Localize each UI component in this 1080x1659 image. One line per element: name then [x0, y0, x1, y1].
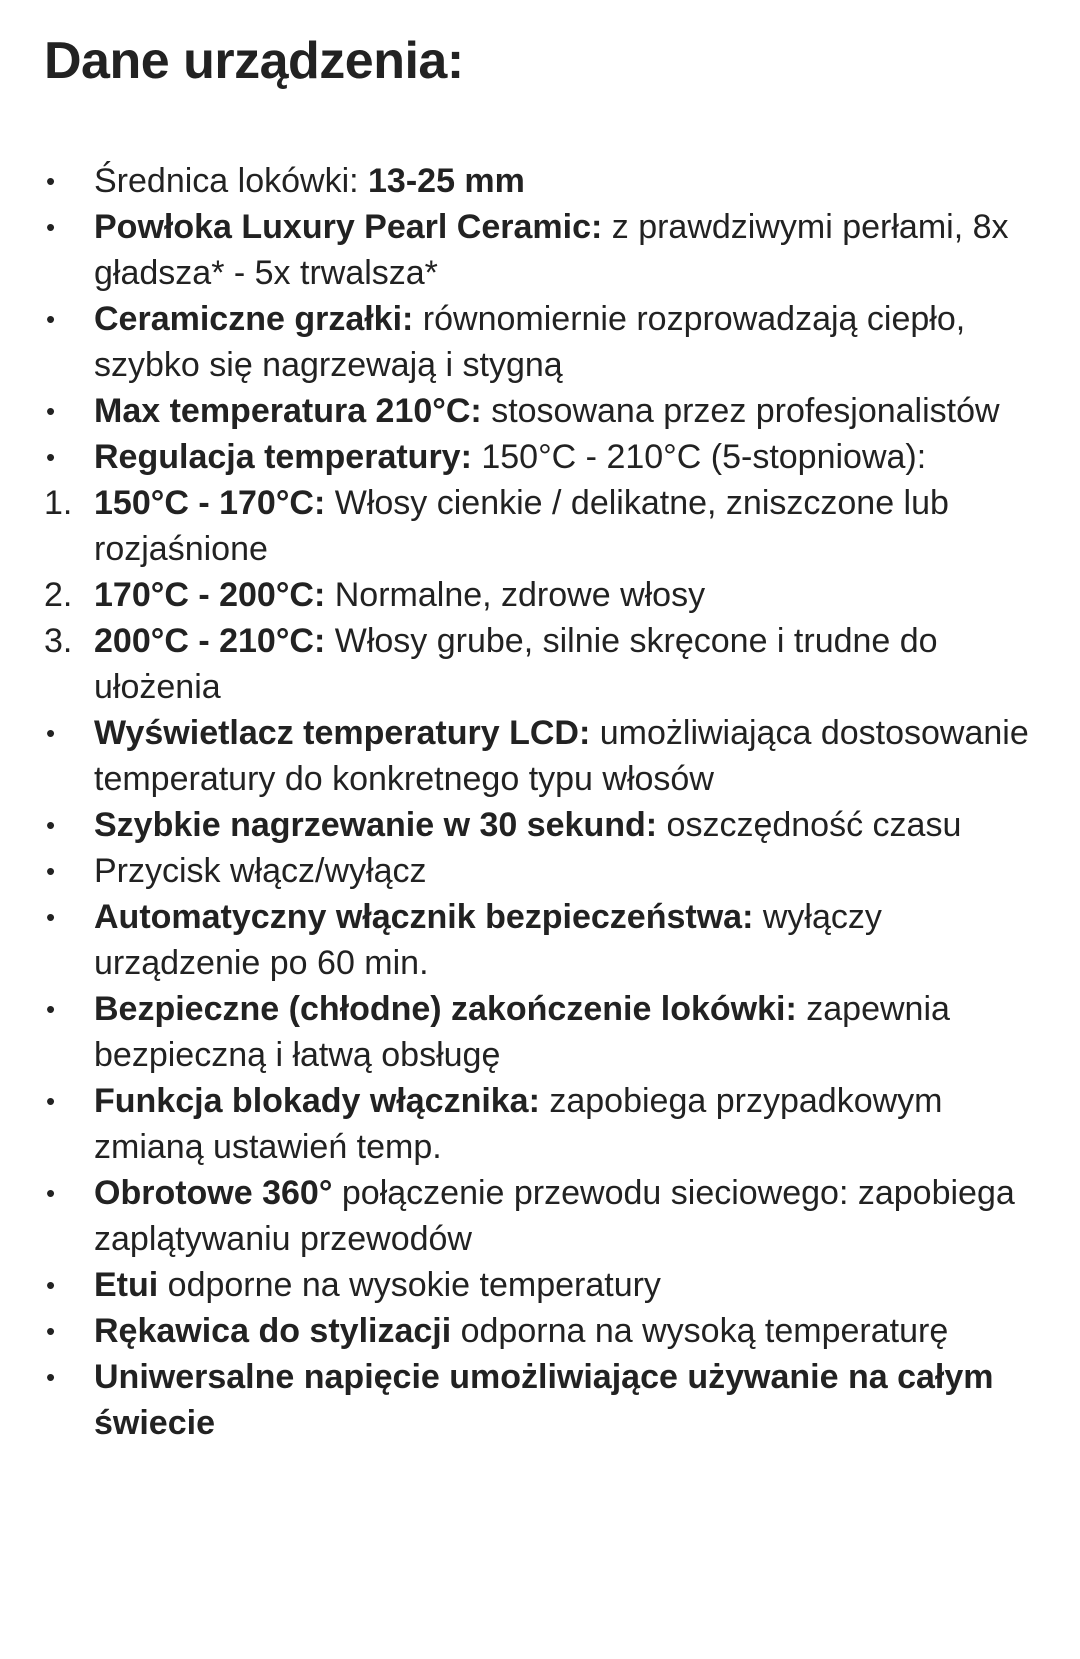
- list-item: [44, 1170, 1056, 1262]
- list-marker: •: [46, 718, 56, 748]
- page-title: Dane urządzenia:: [44, 32, 464, 90]
- list-item: [44, 1078, 1056, 1170]
- list-marker: 2.: [44, 576, 73, 614]
- item-text: zapobiega przypadkowym zmianą ustawień temp.: [94, 1082, 943, 1166]
- list-marker: •: [46, 1086, 56, 1116]
- item-text: połączenie przewodu sieciowego: zapobiega zaplątywaniu przewodów: [94, 1174, 1015, 1258]
- list-item: [44, 434, 1056, 480]
- list-marker: •: [46, 856, 56, 886]
- list-item: [44, 710, 1056, 802]
- list-marker: •: [46, 994, 56, 1024]
- item-text: umożliwiająca dostosowanie temperatury do konkretnego typu włosów: [94, 714, 1029, 798]
- list-item: [44, 618, 1056, 710]
- list-marker: •: [46, 1270, 56, 1300]
- item-bold: Max temperatura 210°C:: [94, 392, 482, 430]
- list-item: [44, 388, 1056, 434]
- list-item: [44, 986, 1056, 1078]
- item-text: Średnica lokówki:: [94, 162, 369, 200]
- item-bold: 150°C - 170°C:: [94, 484, 326, 522]
- list-item: [44, 296, 1056, 388]
- list-item: [44, 1354, 1056, 1446]
- item-text: z prawdziwymi perłami, 8x gładsza* - 5x trwalsza*: [94, 208, 1009, 292]
- item-bold: Powłoka Luxury Pearl Ceramic:: [94, 208, 603, 246]
- list-marker: •: [46, 304, 56, 334]
- item-bold: Uniwersalne napięcie umożliwiające używanie na całym świecie: [94, 1358, 994, 1442]
- item-text: Normalne, zdrowe włosy: [325, 576, 706, 614]
- item-bold: Regulacja temperatury:: [94, 438, 472, 476]
- list-item: [44, 204, 1056, 296]
- list-item: [44, 802, 1056, 848]
- list-marker: •: [46, 902, 56, 932]
- item-text: Włosy cienkie / delikatne, zniszczone lub rozjaśnione: [94, 484, 949, 568]
- list-marker: •: [46, 1178, 56, 1208]
- item-bold: 200°C - 210°C:: [94, 622, 326, 660]
- list-marker: •: [46, 212, 56, 242]
- item-text: odporna na wysoką temperaturę: [451, 1312, 949, 1350]
- list-marker: 3.: [44, 622, 73, 660]
- list-marker: •: [46, 166, 56, 196]
- item-bold: Automatyczny włącznik bezpieczeństwa:: [94, 898, 754, 936]
- item-bold: Szybkie nagrzewanie w 30 sekund:: [94, 806, 658, 844]
- list-item: [44, 1308, 1056, 1354]
- item-bold: Wyświetlacz temperatury LCD:: [94, 714, 591, 752]
- item-bold: Funkcja blokady włącznika:: [94, 1082, 540, 1120]
- list-marker: •: [46, 1316, 56, 1346]
- item-text: równomiernie rozprowadzają ciepło, szybko się nagrzewają i stygną: [94, 300, 966, 384]
- item-bold: Etui: [94, 1266, 159, 1304]
- item-bold: Bezpieczne (chłodne) zakończenie lokówki:: [94, 990, 797, 1028]
- item-bold: Rękawica do stylizacji: [94, 1312, 452, 1350]
- item-text: wyłączy urządzenie po 60 min.: [94, 898, 882, 982]
- item-text: stosowana przez profesjonalistów: [481, 392, 1000, 430]
- list-marker: •: [46, 396, 56, 426]
- list-item: [44, 158, 1056, 204]
- list-marker: •: [46, 1362, 56, 1392]
- item-text: odporne na wysokie temperatury: [158, 1266, 661, 1304]
- list-item: [44, 848, 1056, 894]
- item-text: Przycisk włącz/wyłącz: [94, 852, 427, 890]
- item-bold: Ceramiczne grzałki:: [94, 300, 414, 338]
- list-item: [44, 894, 1056, 986]
- item-text: Włosy grube, silnie skręcone i trudne do ułożenia: [94, 622, 938, 706]
- list-marker: •: [46, 442, 56, 472]
- item-bold: 170°C - 200°C:: [94, 576, 326, 614]
- spec-list: [44, 158, 1056, 1446]
- list-item: [44, 480, 1056, 572]
- item-bold: Obrotowe 360°: [94, 1174, 333, 1212]
- list-marker: •: [46, 810, 56, 840]
- list-item: [44, 1262, 1056, 1308]
- list-marker: 1.: [44, 484, 73, 522]
- list-item: [44, 572, 1056, 618]
- item-text: zapewnia bezpieczną i łatwą obsługę: [94, 990, 950, 1074]
- item-bold: 13-25 mm: [368, 162, 525, 200]
- item-text: oszczędność czasu: [657, 806, 962, 844]
- item-text: 150°C - 210°C (5-stopniowa):: [471, 438, 927, 476]
